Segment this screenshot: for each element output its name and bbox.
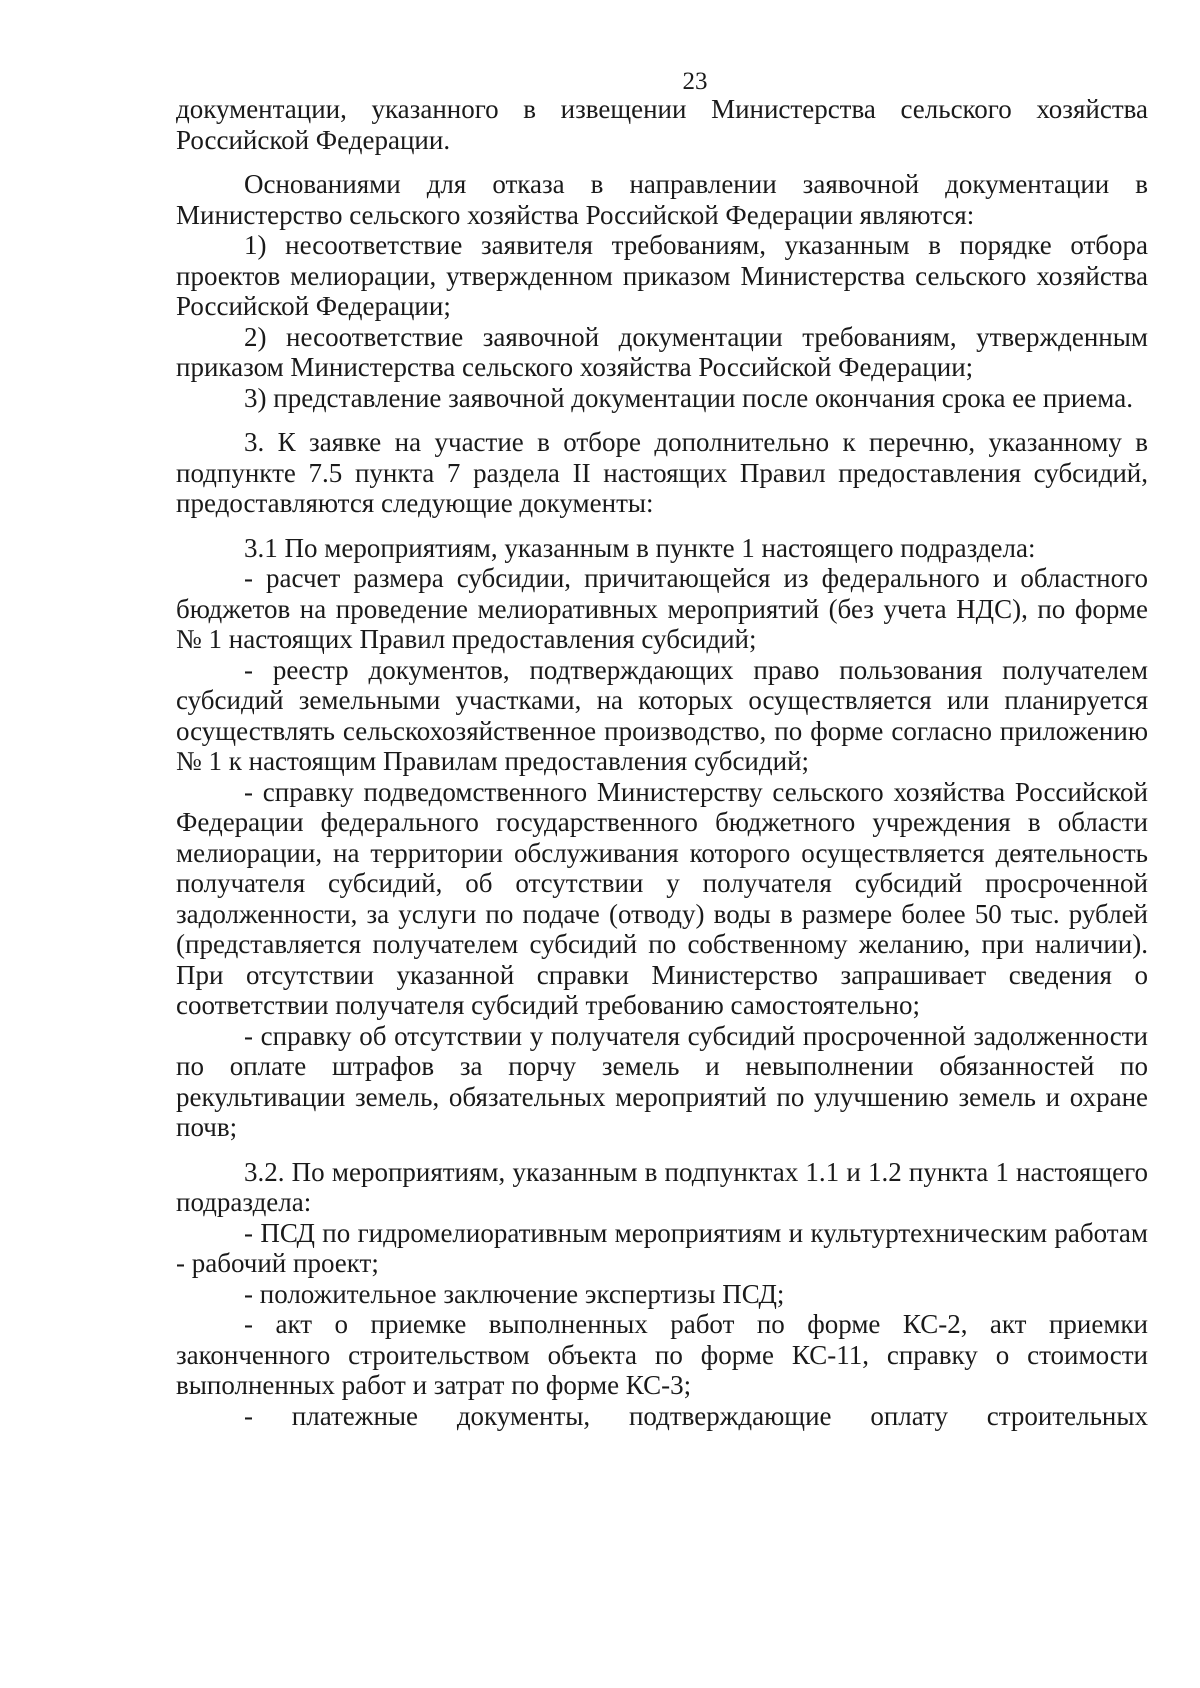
list-item-refusal-3: 3) представление заявочной документации после окончания срока ее приема. — [244, 382, 1133, 413]
list-item-document: - справку об отсутствии у получателя субсидий просроченной задолженности по оплате штрафов за порчу земель и невыполнении обязанностей по рекультивации земель, обязательных мероприятий по улучшению земель и охране почв; — [176, 1020, 1148, 1142]
paragraph-continuation: документации, указанного в извещении Министерства сельского хозяйства Российской Федерации. — [176, 94, 1148, 155]
list-item-document: - реестр документов, подтверждающих право пользования получателем субсидий земельными участками, на которых осуществляется или планируется осуществлять сельскохозяйственное производство, по форме согласно приложению № 1 к настоящим Правилам предоставления субсидий; — [176, 654, 1148, 776]
paragraph-refusal-grounds: Основаниями для отказа в направлении заявочной документации в Министерство сельского хозяйства Российской Федерации являются: — [176, 169, 1148, 230]
paragraph-section-3: 3. К заявке на участие в отборе дополнительно к перечню, указанному в подпункте 7.5 пункта 7 раздела II настоящих Правил предоставления субсидий, предоставляются следующие документы: — [176, 427, 1148, 518]
list-item-document: - положительное заключение экспертизы ПСД; — [244, 1278, 785, 1309]
list-item-refusal-1: 1) несоответствие заявителя требованиям, указанным в порядке отбора проектов мелиорации, утвержденном приказом Министерства сельского хозяйства Российской Федерации; — [176, 230, 1148, 321]
list-item-refusal-2: 2) несоответствие заявочной документации требованиям, утвержденным приказом Министерства сельского хозяйства Российской Федерации; — [176, 321, 1148, 382]
list-item-document: - расчет размера субсидии, причитающейся из федерального и областного бюджетов на проведение мелиоративных мероприятий (без учета НДС), по форме № 1 настоящих Правил предоставления субсидий; — [176, 563, 1148, 654]
list-item-document: - акт о приемке выполненных работ по форме КС-2, акт приемки законченного строительством объекта по форме КС-11, справку о стоимости выполненных работ и затрат по форме КС-3; — [176, 1309, 1148, 1400]
list-item-document: - ПСД по гидромелиоративным мероприятиям и культуртехническим работам - рабочий проект; — [176, 1217, 1148, 1278]
list-item-document: - справку подведомственного Министерству сельского хозяйства Российской Федерации федерального государственного бюджетного учреждения в области мелиорации, на территории обслуживания которого осуществляется деятельность получателя субсидий, об отсутствии у получателя субсидий просроченной задолженности, за услуги по подаче (отводу) воды в размере более 50 тыс. рублей (представляется получателем субсидий по собственному желанию, при наличии). При отсутствии указанной справки Министерство запрашивает сведения о соответствии получателя субсидий требованию самостоятельно; — [176, 776, 1148, 1020]
list-item-document: - платежные документы, подтверждающие оплату строительных — [244, 1400, 1148, 1431]
document-body — [176, 94, 1148, 1431]
paragraph-section-3-2: 3.2. По мероприятиям, указанным в подпунктах 1.1 и 1.2 пункта 1 настоящего подраздела: — [176, 1156, 1148, 1217]
paragraph-section-3-1: 3.1 По мероприятиям, указанным в пункте 1 настоящего подраздела: — [244, 532, 1036, 563]
page-number: 23 — [682, 68, 708, 95]
